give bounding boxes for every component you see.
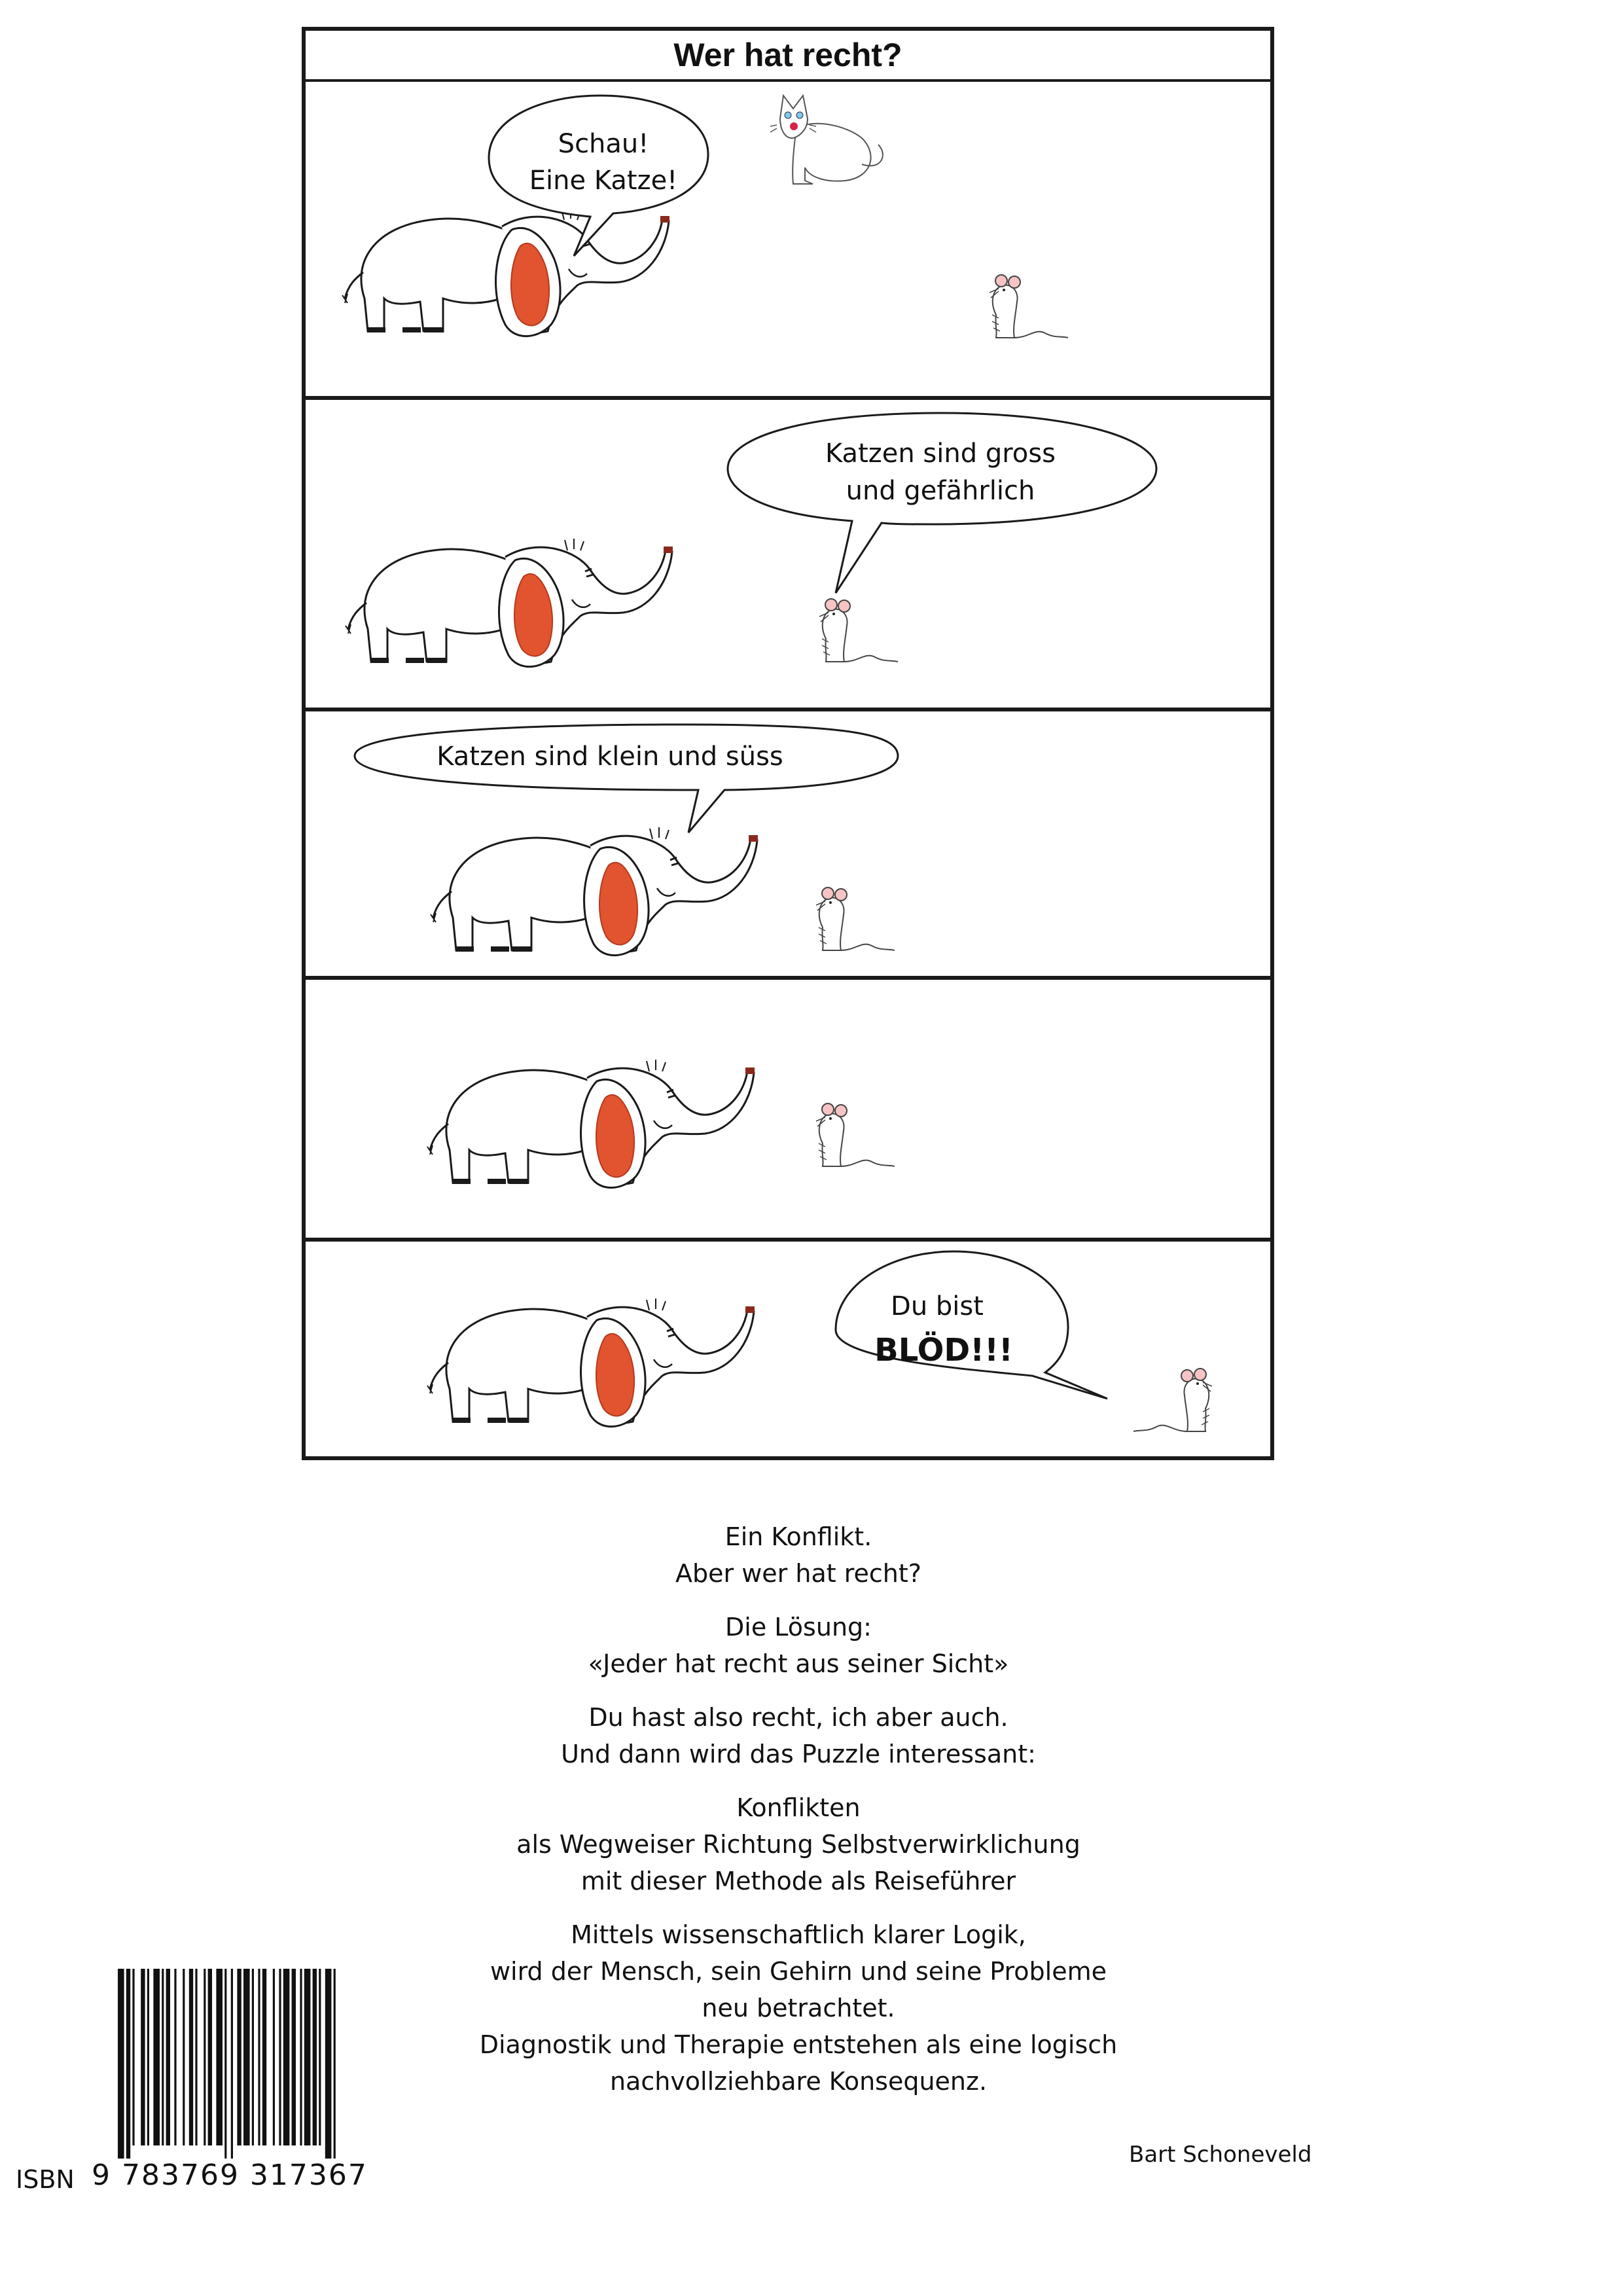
barcode-bar	[195, 1969, 197, 2145]
text-line: Aber wer hat recht?	[675, 1559, 921, 1588]
mouse-illustration	[816, 1103, 895, 1166]
cat-illustration	[770, 96, 883, 184]
text-line: wird der Mensch, sein Gehirn und seine Probleme	[490, 1957, 1107, 1986]
barcode-bar	[313, 1969, 317, 2145]
barcode-bar	[141, 1969, 145, 2145]
barcode-bar	[252, 1969, 254, 2145]
barcode-bar	[189, 1969, 193, 2145]
barcode-bar	[147, 1969, 149, 2145]
isbn-barcode	[13, 1969, 380, 2194]
text-line: Und dann wird das Puzzle interessant:	[561, 1740, 1036, 1768]
text-line: Ein Konflikt.	[724, 1522, 872, 1551]
barcode-bar	[279, 1969, 281, 2145]
text-line: als Wegweiser Richtung Selbstverwirklichung	[516, 1830, 1080, 1859]
bubble-3-line-1: Katzen sind klein und süss	[437, 742, 783, 772]
barcode-bar	[231, 1969, 233, 2165]
barcode-bar	[224, 1969, 226, 2165]
paragraph-4	[393, 1789, 1204, 1899]
text-line: Du hast also recht, ich aber auch.	[588, 1703, 1008, 1732]
barcode-bar	[237, 1969, 241, 2145]
barcode-bar	[153, 1969, 160, 2145]
mouse-illustration	[990, 275, 1068, 338]
elephant-illustration	[346, 539, 673, 667]
paragraph-1	[393, 1518, 1204, 1592]
barcode-bar	[304, 1969, 311, 2145]
comic-panel-2	[306, 400, 1270, 711]
barcode-bar	[262, 1969, 266, 2145]
comic-title: Wer hat recht?	[306, 31, 1270, 82]
mouse-illustration	[816, 888, 895, 950]
isbn-label: ISBN	[16, 2165, 75, 2194]
barcode-bars	[13, 1969, 380, 2165]
barcode-bar	[258, 1969, 260, 2145]
isbn-digits: 9 783769 317367	[92, 2159, 368, 2192]
barcode-bar	[118, 1969, 124, 2165]
elephant-illustration	[342, 208, 669, 336]
bubble-2-line-2: und gefährlich	[846, 476, 1035, 506]
text-line: mit dieser Methode als Reiseführer	[580, 1867, 1016, 1895]
comic-panel-4	[306, 980, 1270, 1242]
elephant-illustration	[427, 1299, 755, 1427]
barcode-bar	[204, 1969, 205, 2145]
mouse-illustration	[1133, 1369, 1212, 1431]
barcode-bar	[319, 1969, 321, 2145]
bubble-5-line-2: BLÖD!!!	[874, 1332, 1013, 1369]
back-cover-text	[393, 1518, 1204, 2117]
comic-panel-5	[306, 1242, 1270, 1460]
paragraph-3	[393, 1699, 1204, 1772]
barcode-bar	[334, 1969, 336, 2165]
text-line: Die Lösung:	[725, 1613, 872, 1641]
bubble-1-line-2: Eine Katze!	[529, 166, 678, 196]
barcode-bar	[162, 1969, 164, 2145]
mouse-illustration	[819, 599, 898, 662]
text-line: Mittels wissenschaftlich klarer Logik,	[571, 1920, 1026, 1949]
barcode-bar	[273, 1969, 275, 2145]
barcode-bar	[126, 1969, 130, 2165]
paragraph-2	[393, 1609, 1204, 1682]
comic-strip	[302, 27, 1274, 1460]
barcode-bar	[300, 1969, 302, 2145]
barcode-bar	[243, 1969, 250, 2145]
barcode-bar	[283, 1969, 290, 2145]
barcode-bar	[183, 1969, 185, 2145]
comic-panel-1	[306, 79, 1270, 400]
barcode-bar	[208, 1969, 212, 2145]
speech-bubble-3	[355, 725, 898, 833]
comic-panel-3	[306, 711, 1270, 980]
barcode-bar	[166, 1969, 170, 2145]
barcode-bar	[292, 1969, 296, 2145]
barcode-bar	[325, 1969, 332, 2165]
bubble-1-line-1: Schau!	[558, 129, 649, 159]
text-line: Diagnostik und Therapie entstehen als eine logisch	[479, 2030, 1118, 2059]
paragraph-5	[393, 1916, 1204, 2100]
text-line: Konflikten	[736, 1793, 861, 1822]
bubble-5-line-1: Du bist	[891, 1291, 984, 1321]
text-line: nachvollziehbare Konsequenz.	[609, 2067, 988, 2096]
elephant-illustration	[427, 1060, 755, 1188]
text-line: neu betrachtet.	[702, 1994, 895, 2022]
barcode-bar	[216, 1969, 223, 2145]
bubble-2-line-1: Katzen sind gross	[825, 439, 1056, 469]
barcode-bar	[132, 1969, 134, 2145]
speech-bubble-5	[836, 1251, 1107, 1399]
barcode-bar	[174, 1969, 176, 2145]
text-line: «Jeder hat recht aus seiner Sicht»	[588, 1649, 1009, 1678]
author-name: Bart Schoneveld	[1129, 2142, 1312, 2168]
elephant-illustration	[431, 827, 758, 956]
